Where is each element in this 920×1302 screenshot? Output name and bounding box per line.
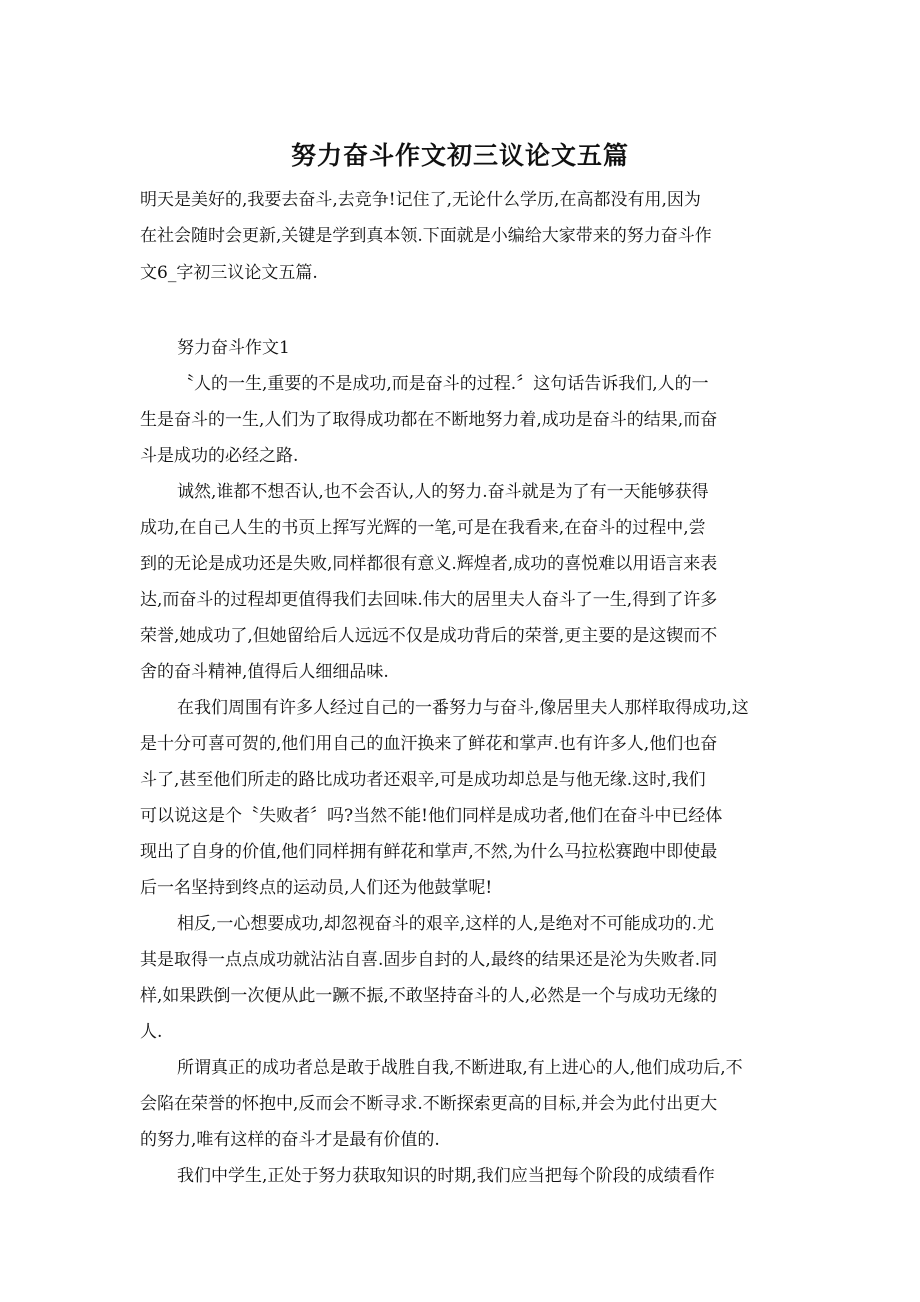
paragraph-5-line-3: 的努力,唯有这样的奋斗才是最有价值的. xyxy=(140,1130,440,1150)
intro-line-2: 在社会随时会更新,关键是学到真本领.下面就是小编给大家带来的努力奋斗作 xyxy=(140,226,712,246)
intro-line-1: 明天是美好的,我要去奋斗,去竞争!记住了,无论什么学历,在高都没有用,因为 xyxy=(140,190,701,210)
paragraph-2-line-1: 诚然,谁都不想否认,也不会否认,人的努力.奋斗就是为了有一天能够获得 xyxy=(177,482,709,502)
paragraph-3-line-3: 斗了,甚至他们所走的路比成功者还艰辛,可是成功却总是与他无缘.这时,我们 xyxy=(140,770,706,790)
paragraph-1-line-3: 斗是成功的必经之路. xyxy=(140,446,299,466)
paragraph-1-line-1: 〝人的一生,重要的不是成功,而是奋斗的过程.〞这句话告诉我们,人的一 xyxy=(177,374,709,394)
paragraph-2-line-6: 舍的奋斗精神,值得后人细细品味. xyxy=(140,662,389,682)
paragraph-3-line-6: 后一名坚持到终点的运动员,人们还为他鼓掌呢! xyxy=(140,878,493,898)
paragraph-2-line-4: 达,而奋斗的过程却更值得我们去回味.伟大的居里夫人奋斗了一生,得到了许多 xyxy=(140,590,718,610)
paragraph-4-line-1: 相反,一心想要成功,却忽视奋斗的艰辛,这样的人,是绝对不可能成功的.尤 xyxy=(177,914,715,934)
paragraph-3-line-1: 在我们周围有许多人经过自己的一番努力与奋斗,像居里夫人那样取得成功,这 xyxy=(177,698,749,718)
intro-line-3: 文6_字初三议论文五篇. xyxy=(140,263,318,283)
paragraph-2-line-5: 荣誉,她成功了,但她留给后人远远不仅是成功背后的荣誉,更主要的是这锲而不 xyxy=(140,626,718,646)
paragraph-6-line-1: 我们中学生,正处于努力获取知识的时期,我们应当把每个阶段的成绩看作 xyxy=(177,1166,715,1186)
paragraph-4-line-2: 其是取得一点点成功就沾沾自喜.固步自封的人,最终的结果还是沦为失败者.同 xyxy=(140,950,718,970)
document-title: 努力奋斗作文初三议论文五篇 xyxy=(290,141,629,170)
paragraph-5-line-1: 所谓真正的成功者总是敢于战胜自我,不断进取,有上进心的人,他们成功后,不 xyxy=(177,1058,743,1078)
paragraph-4-line-3: 样,如果跌倒一次便从此一蹶不振,不敢坚持奋斗的人,必然是一个与成功无缘的 xyxy=(140,986,718,1006)
paragraph-3-line-2: 是十分可喜可贺的,他们用自己的血汗换来了鲜花和掌声.也有许多人,他们也奋 xyxy=(140,734,718,754)
paragraph-3-line-4: 可以说这是个〝失败者〞吗?当然不能!他们同样是成功者,他们在奋斗中已经体 xyxy=(140,806,723,826)
paragraph-4-line-4: 人. xyxy=(140,1022,163,1042)
section-heading: 努力奋斗作文1 xyxy=(177,338,290,358)
paragraph-2-line-3: 到的无论是成功还是失败,同样都很有意义.辉煌者,成功的喜悦难以用语言来表 xyxy=(140,554,718,574)
paragraph-1-line-2: 生是奋斗的一生,人们为了取得成功都在不断地努力着,成功是奋斗的结果,而奋 xyxy=(140,410,718,430)
paragraph-2-line-2: 成功,在自己人生的书页上挥写光辉的一笔,可是在我看来,在奋斗的过程中,尝 xyxy=(140,518,706,538)
paragraph-5-line-2: 会陷在荣誉的怀抱中,反而会不断寻求.不断探索更高的目标,并会为此付出更大 xyxy=(140,1094,718,1114)
paragraph-3-line-5: 现出了自身的价值,他们同样拥有鲜花和掌声,不然,为什么马拉松赛跑中即使最 xyxy=(140,842,718,862)
